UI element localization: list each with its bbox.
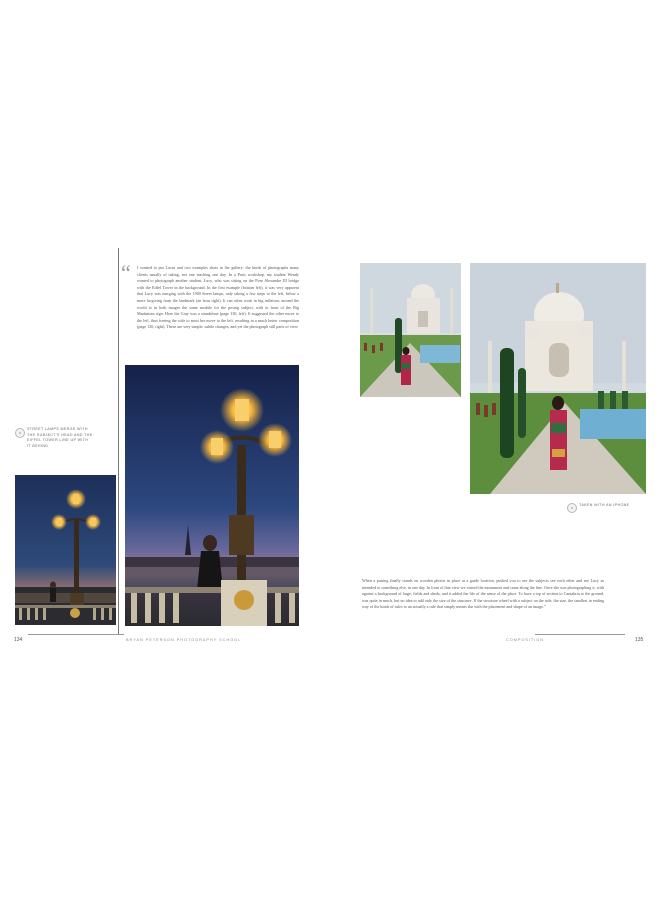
photo-lamp-large: [125, 365, 299, 626]
right-running-head: COMPOSITION: [506, 638, 545, 642]
right-folio: 135: [635, 637, 644, 643]
photo-lamp-small: [15, 475, 116, 625]
photo-taj-small: [360, 263, 461, 397]
left-folio: 134: [14, 637, 23, 643]
camera-caption-icon: [15, 428, 25, 438]
column-divider: [118, 248, 119, 634]
opening-quote-mark: “: [121, 260, 131, 285]
right-folio-rule: [535, 634, 625, 635]
right-quote-text: When a pairing finally stands on wooden photos in place at a guide location, pushed you to see the subjects see each other and see Lucy as intended to something else, in one day. In front of that view we visited the monument and came along the line. Once she was photographing it, with against a background of large, fields and sheds; and it added the life of the sense of the place. To have a top of section to Cantabria to the ground, was quite in much, but no idea to add only the size of the structure. If the structure wheel with a subject on the side, the size, the smallest in ending way of the kinds of rules to an actually a rule that simply means she with the placement and shape of an image.”: [362, 578, 604, 609]
phone-caption-icon: [567, 503, 577, 513]
left-folio-rule: [28, 634, 124, 635]
left-running-head: BRYAN PETERSON PHOTOGRAPHY SCHOOL: [126, 638, 242, 642]
photo-taj-large: [470, 263, 646, 494]
left-body-text: I wanted to put Lucas and two examples shots in the gallery: the kinds of photographs many clients usually of taking, not one teaching one day. In a Paris workshop, my student Wendy wanted to photograph another student, Lucy, who was sitting on the Pont Alexandre III bridge with the Eiffel Tower in the background. In the first example (bottom left), it was very apparent that Lucy was merging with the 1900 Street lamps, only taking a few steps to the left, below a more forgiving from the landmark (an hour right). It can often work in big inflation; around the world to in both images the same module for the posing subject, with in front of the Big Manhattan sign. Here the Gray was a standalone (page 130, left). It suggested the other move to the left, thus freeing the wife to most her move to the left, resulting in a much better composition (page 130, right). These are very simple, subtle changes, and yet the photograph still parts of view.: [137, 265, 299, 330]
left-caption: STREET LAMPS MERGE WITH THE SUBJECT'S HEAD AND THE EIFFEL TOWER LINE UP WITH IT BEHIND: [27, 427, 93, 448]
right-caption: TAKEN WITH AN IPHONE: [579, 503, 630, 507]
right-page: [330, 0, 660, 904]
